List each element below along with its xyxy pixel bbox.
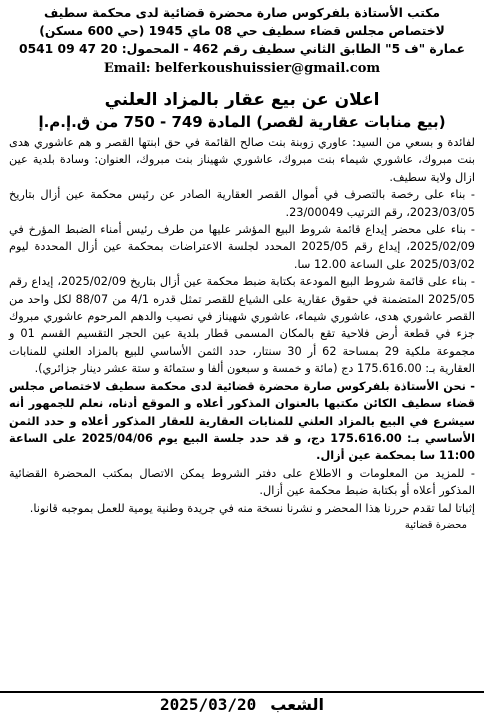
paragraph-deposit-record: - بناء على محضر إيداع قائمة شروط البيع المؤشر عليها من طرف رئيس أمناء الضبط المؤرخ في 2025/02/09، إيداع رقم 2025/05 المحدد لجلسة الاعتراضات بمحكمة عين أزال المحددة ليوم 2025/03/02 على الساعة 12.00 سا. bbox=[9, 223, 475, 271]
office-header bbox=[9, 4, 475, 58]
paragraph-sale-announcement: - نحن الأستاذة بلفركوس صارة محضرة قضائية لدى محكمة سطيف لاختصاص مجلس قضاء سطيف الكائن مكتبها بالعنوان المذكور أعلاه و الموقع أدناه، نعلم للجمهور أنه سيشرع في البيع بالمزاد العلني للمنابات العقارية للعقار المذكور أعلاه و حدد الثمن الأساسي بـ: 175.616.00 دج، و قد حدد جلسة البيع يوم 2025/04/06 على الساعة 11:00 سا بمحكمة عين أزال. bbox=[9, 379, 475, 463]
paragraph-beneficiary: لفائدة و بسعي من السيد: عاوري زوبنة بنت صالح القائمة في حق ابنتها القصر و هم عاشوري هدى بنت مبروك، عاشوري شيماء بنت مبروك، عاشوري شهيناز بنت مبروك، العنوان: وسادة بلدية عين ازال ولاية سطيف. bbox=[9, 136, 475, 184]
notice-body bbox=[9, 134, 475, 517]
notice-subtitle: (بيع منابات عقارية لقصر) المادة 749 - 750 من ق.إ.م.إ bbox=[38, 113, 446, 131]
office-name: مكتب الأستاذة بلفركوس صارة محضرة قضائية لدى محكمة سطيف bbox=[44, 6, 440, 20]
office-email: Email: belferkoushuissier@gmail.com bbox=[103, 61, 381, 76]
newspaper-name: الشعب bbox=[270, 694, 325, 714]
paragraph-authorization: - بناء على رخصة بالتصرف في أموال القصر العقارية الصادر عن رئيس محكمة عين أزال بتاريخ 2023/03/05، رقم الترتيب 23/00049. bbox=[9, 188, 475, 219]
office-address: عمارة "ف 5" الطابق الثاني سطيف رقم 462 - المحمول: 20 47 09 0541 bbox=[19, 42, 465, 56]
paragraph-closing: إثباتا لما تقدم حررنا هذا المحضر و نشرنا نسخة منه في جريدة وطنية يومية للعمل بموجبه قانونا. bbox=[29, 501, 475, 515]
office-jurisdiction: لاختصاص مجلس قضاء سطيف حي 08 ماي 1945 (حي 600 مسكن) bbox=[39, 24, 445, 38]
publication-date: 2025/03/20 bbox=[159, 694, 257, 714]
publication-footer bbox=[0, 691, 484, 715]
paragraph-property-description: - بناء على قائمة شروط البيع المودعة بكتابة ضبط محكمة عين أزال بتاريخ 2025/02/09، إيداع رقم 2025/05 المتضمنة في حقوق عقارية على الشياع للقصر تمثل قدره 4/1 من 88/07 لكل واحد من القصر عاشوري هدى، عاشوري شيماء، عاشوري شهيناز في نصيب والدهم المرحوم عاشوري مبروك جزء في قطعة أرض فلاحية تقع بالمكان المسمى قطار بلدية عين الحجر التقسيم القسم 01 و مجموعة ملكية 29 بمساحة 62 أر 30 سنتار، حدد الثمن الأساسي للبيع بالمزاد العلني للمنابات العقارية بـ: 175.616.00 دج (مائة و خمسة و سبعون ألفا و ستمائة و ستة عشر دينار جزائري). bbox=[9, 275, 476, 376]
notice-title: اعلان عن بيع عقار بالمزاد العلني bbox=[104, 90, 380, 110]
paragraph-more-info: - للمزيد من المعلومات و الاطلاع على دفتر الشروط يمكن الاتصال بمكتب المحضرة القضائية المذكور أعلاه أو بكتابة ضبط محكمة عين أزال. bbox=[9, 466, 475, 498]
signature: محضرة قضائية bbox=[404, 519, 467, 531]
